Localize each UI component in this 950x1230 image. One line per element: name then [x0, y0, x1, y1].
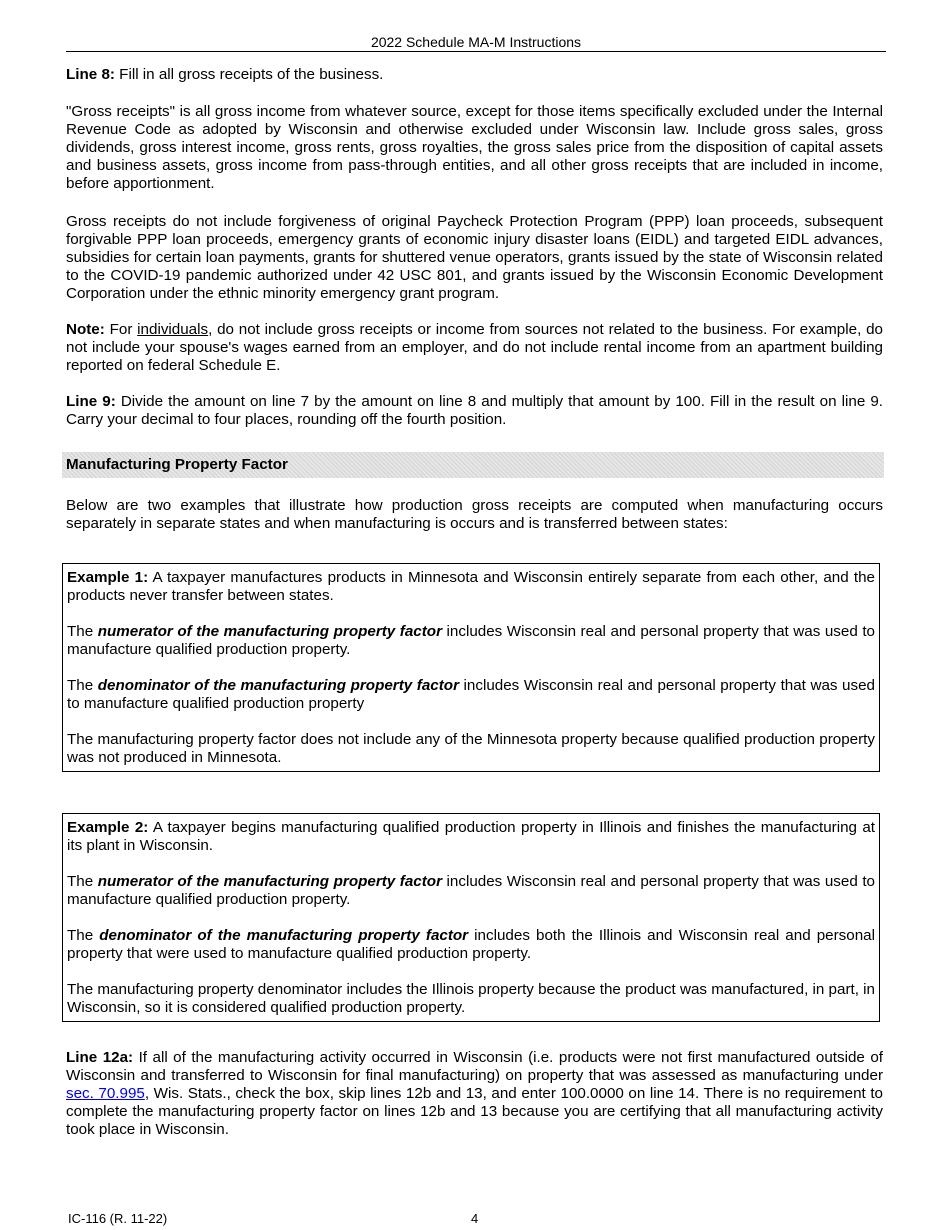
- gross-receipts-definition: "Gross receipts" is all gross income from whatever source, except for those items specifically excluded under the Internal Revenue Code as adopted by Wisconsin and otherwise excluded under Wisconsin law. Include gross sales, gross dividends, gross interest income, gross rents, gross royalties, the gross sales price from the disposition of capital assets and business assets, gross income from pass-through entities, and all other gross receipts that are included in income, before apportionment.: [66, 103, 883, 192]
- line9-label: Line 9:: [66, 393, 116, 410]
- example2-text: A taxpayer begins manufacturing qualified production property in Illinois and finishes the manufacturing at its plant in Wisconsin.: [67, 819, 875, 854]
- note-label: Note:: [66, 321, 105, 338]
- ex2-numerator-term: numerator of the manufacturing property factor: [97, 873, 442, 890]
- line12a-paragraph: [66, 1049, 883, 1139]
- page-header: 2022 Schedule MA-M Instructions: [370, 34, 582, 50]
- ex1-denominator-term: denominator of the manufacturing property factor: [97, 677, 459, 694]
- statute-link[interactable]: sec. 70.995: [66, 1085, 145, 1102]
- gross-receipts-exclusions: Gross receipts do not include forgiveness of original Paycheck Protection Program (PPP) loan proceeds, subsequent forgivable PPP loan proceeds, emergency grants of economic injury disaster loans (EIDL) and targeted EIDL advances, subsidies for certain loan payments, grants for shuttered venue operators, grants issued by the state of Wisconsin related to the COVID-19 pandemic authorized under 42 USC 801, and grants issued by the Wisconsin Economic Development Corporation under the ethnic minority emergency grant program.: [66, 213, 883, 302]
- page-number: 4: [471, 1211, 479, 1226]
- example2-box: [62, 813, 880, 1022]
- example1-text: A taxpayer manufactures products in Minnesota and Wisconsin entirely separate from each other, and the products never transfer between states.: [67, 569, 875, 604]
- ex1-den-post: includes Wisconsin real and personal property that was used to manufacture qualified production property: [67, 677, 875, 712]
- line12a-pre: If all of the manufacturing activity occurred in Wisconsin (i.e. products were not first manufactured outside of Wisconsin and transferred to Wisconsin for final manufacturing) on property that was assessed as manufacturing under: [66, 1049, 883, 1084]
- note-paragraph: [66, 321, 883, 375]
- line12a-post: , Wis. Stats., check the box, skip lines 12b and 13, and enter 100.0000 on line 14. There is no requirement to complete the manufacturing property factor on lines 12b and 13 because you are certifying that all manufacturing activity took place in Wisconsin.: [66, 1085, 883, 1138]
- ex2-conclusion: The manufacturing property denominator includes the Illinois property because the product was manufactured, in part, in Wisconsin, so it is considered qualified production property.: [67, 981, 875, 1016]
- example2-label: Example 2:: [67, 819, 149, 836]
- section-title: Manufacturing Property Factor: [66, 456, 288, 473]
- line8-label: Line 8:: [66, 66, 115, 83]
- note-post: , do not include gross receipts or income from sources not related to the business. For example, do not include your spouse's wages earned from an employer, and do not include rental income from an apartment building reported on federal Schedule E.: [66, 321, 883, 374]
- section-heading-bar: [62, 452, 884, 478]
- note-pre: For: [104, 321, 138, 338]
- line9-text: Divide the amount on line 7 by the amount on line 8 and multiply that amount by 100. Fill in the result on line 9. Carry your decimal to four places, rounding off the fourth position.: [66, 393, 883, 428]
- ex2-den-post: includes both the Illinois and Wisconsin real and personal property that were used to manufacture qualified production property.: [67, 927, 875, 962]
- header-divider: [66, 51, 886, 52]
- ex2-num-pre: The: [67, 873, 98, 890]
- ex1-num-post: includes Wisconsin real and personal property that was used to manufacture qualified production property.: [67, 623, 875, 658]
- line8-text: Fill in all gross receipts of the business.: [114, 66, 384, 83]
- example1-label: Example 1:: [67, 569, 149, 586]
- ex2-denominator-term: denominator of the manufacturing property factor: [99, 927, 469, 944]
- line8-paragraph: [66, 66, 883, 84]
- form-number: IC-116 (R. 11-22): [68, 1211, 168, 1226]
- line9-paragraph: [66, 393, 883, 429]
- individuals-term: individuals: [137, 321, 209, 338]
- example1-box: [62, 563, 880, 772]
- ex1-conclusion: The manufacturing property factor does not include any of the Minnesota property because qualified production property was not produced in Minnesota.: [67, 731, 875, 766]
- ex1-num-pre: The: [67, 623, 98, 640]
- ex1-numerator-term: numerator of the manufacturing property factor: [97, 623, 442, 640]
- ex1-den-pre: The: [67, 677, 98, 694]
- ex2-num-post: includes Wisconsin real and personal property that was used to manufacture qualified production property.: [67, 873, 875, 908]
- intro-paragraph: Below are two examples that illustrate how production gross receipts are computed when manufacturing occurs separately in separate states and when manufacturing is occurs and is transferred between states:: [66, 497, 883, 532]
- line12a-label: Line 12a:: [66, 1049, 134, 1066]
- ex2-den-pre: The: [67, 927, 100, 944]
